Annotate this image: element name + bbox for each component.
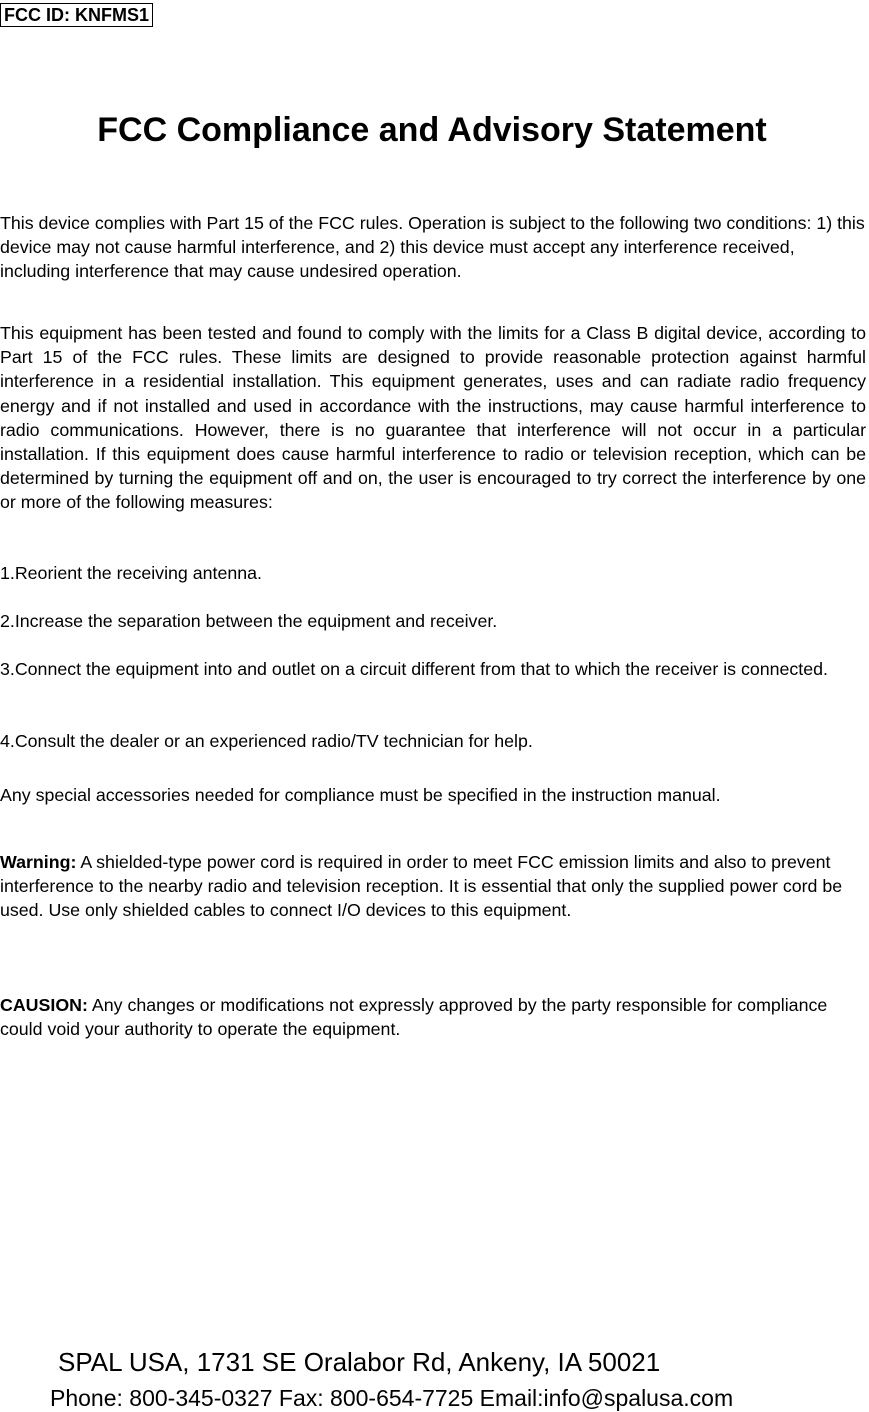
measure-item-2: 2.Increase the separation between the equipment and receiver. [0,611,498,631]
compliance-paragraph: This device complies with Part 15 of the FCC rules. Operation is subject to the following two conditions: 1) this device may not cause harmful interference, and 2) this device must accept any interference received, including interference that may cause undesired operation. [0,213,865,282]
fcc-id-label: FCC ID: KNFMS1 [0,3,153,27]
footer-address: SPAL USA, 1731 SE Oralabor Rd, Ankeny, IA 50021 [58,1347,661,1377]
caution-label: CAUSION: [0,995,88,1015]
class-b-paragraph: This equipment has been tested and found to comply with the limits for a Class B digital device, according to Part 15 of the FCC rules. These limits are designed to provide reasonable protection against harmful interference in a residential installation. This equipment generates, uses and can radiate radio frequency energy and if not installed and used in accordance with the instructions, may cause harmful interference to radio communications. However, there is no guarantee that interference will not occur in a particular installation. If this equipment does cause harmful interference to radio or television reception, which can be determined by turning the equipment off and on, the user is encouraged to try correct the interference by one or more of the following measures: [0,323,866,513]
accessories-note: Any special accessories needed for compliance must be specified in the instruction manual. [0,785,721,805]
measure-item-4: 4.Consult the dealer or an experienced radio/TV technician for help. [0,731,533,751]
caution-text: Any changes or modifications not expressly approved by the party responsible for compliance could void your authority to operate the equipment. [0,995,828,1040]
measure-item-1: 1.Reorient the receiving antenna. [0,563,262,583]
caution-paragraph [0,993,862,1041]
warning-label: Warning: [0,852,77,872]
warning-paragraph [0,850,862,923]
measure-item-3: 3.Connect the equipment into and outlet on a circuit different from that to which the receiver is connected. [0,659,828,679]
warning-text: A shielded-type power cord is required in order to meet FCC emission limits and also to prevent interference to the nearby radio and television reception. It is essential that only the supplied power cord be used. Use only shielded cables to connect I/O devices to this equipment. [0,852,843,921]
footer-contact: Phone: 800-345-0327 Fax: 800-654-7725 Email:info@spalusa.com [50,1385,734,1411]
page-title: FCC Compliance and Advisory Statement [97,111,767,149]
